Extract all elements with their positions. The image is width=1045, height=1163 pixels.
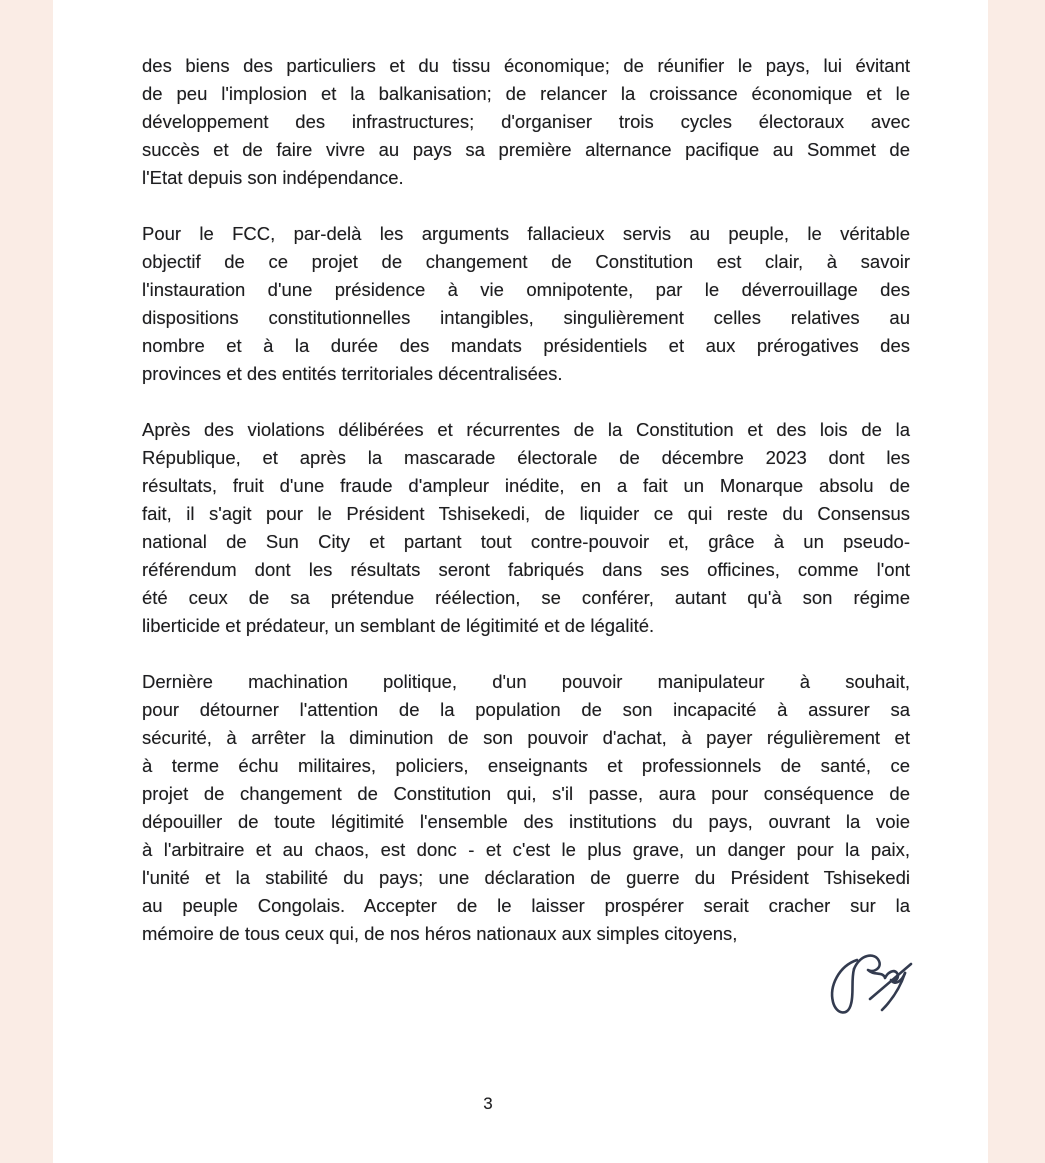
text-line: sécurité, à arrêter la diminution de son pouvoir d'achat, à payer régulièrement et (142, 727, 910, 748)
text-line: été ceux de sa prétendue réélection, se conférer, autant qu'à son régime (142, 587, 910, 608)
document-body (142, 52, 910, 976)
text-line: pour détourner l'attention de la population de son incapacité à assurer sa (142, 699, 910, 720)
text-line: dispositions constitutionnelles intangibles, singulièrement celles relatives au (142, 307, 910, 328)
text-line: des biens des particuliers et du tissu économique; de réunifier le pays, lui évitant (142, 55, 910, 76)
text-line: à terme échu militaires, policiers, enseignants et professionnels de santé, ce (142, 755, 910, 776)
text-line: succès et de faire vivre au pays sa première alternance pacifique au Sommet de (142, 139, 910, 160)
paragraph (142, 668, 910, 948)
text-line: référendum dont les résultats seront fabriqués dans ses officines, comme l'ont (142, 559, 910, 580)
text-line: République, et après la mascarade électorale de décembre 2023 dont les (142, 447, 910, 468)
text-line: l'instauration d'une présidence à vie omnipotente, par le déverrouillage des (142, 279, 910, 300)
text-line: dépouiller de toute légitimité l'ensemble des institutions du pays, ouvrant la voie (142, 811, 910, 832)
text-line: objectif de ce projet de changement de Constitution est clair, à savoir (142, 251, 910, 272)
text-line: liberticide et prédateur, un semblant de légitimité et de légalité. (142, 615, 655, 636)
text-line: fait, il s'agit pour le Président Tshisekedi, de liquider ce qui reste du Consensus (142, 503, 910, 524)
text-line: l'unité et la stabilité du pays; une déclaration de guerre du Président Tshisekedi (142, 867, 910, 888)
text-line: au peuple Congolais. Accepter de le laisser prospérer serait cracher sur la (142, 895, 910, 916)
text-line: résultats, fruit d'une fraude d'ampleur inédite, en a fait un Monarque absolu de (142, 475, 910, 496)
text-line: Pour le FCC, par-delà les arguments fallacieux servis au peuple, le véritable (142, 223, 910, 244)
paragraph (142, 220, 910, 388)
text-line: mémoire de tous ceux qui, de nos héros nationaux aux simples citoyens, (142, 923, 738, 944)
text-line: à l'arbitraire et au chaos, est donc - et c'est le plus grave, un danger pour la paix, (142, 839, 910, 860)
text-line: nombre et à la durée des mandats présidentiels et aux prérogatives des (142, 335, 910, 356)
text-line: l'Etat depuis son indépendance. (142, 167, 404, 188)
text-line: provinces et des entités territoriales décentralisées. (142, 363, 563, 384)
paragraph (142, 416, 910, 640)
text-line: de peu l'implosion et la balkanisation; de relancer la croissance économique et le (142, 83, 910, 104)
text-line: projet de changement de Constitution qui, s'il passe, aura pour conséquence de (142, 783, 910, 804)
handwritten-signature-icon (821, 944, 929, 1026)
document-page (53, 0, 988, 1163)
page-number: 3 (483, 1094, 493, 1113)
text-line: développement des infrastructures; d'organiser trois cycles électoraux avec (142, 111, 910, 132)
text-line: Après des violations délibérées et récurrentes de la Constitution et des lois de la (142, 419, 910, 440)
text-line: national de Sun City et partant tout contre-pouvoir et, grâce à un pseudo- (142, 531, 910, 552)
paragraph (142, 52, 910, 192)
text-line: Dernière machination politique, d'un pouvoir manipulateur à souhait, (142, 671, 910, 692)
